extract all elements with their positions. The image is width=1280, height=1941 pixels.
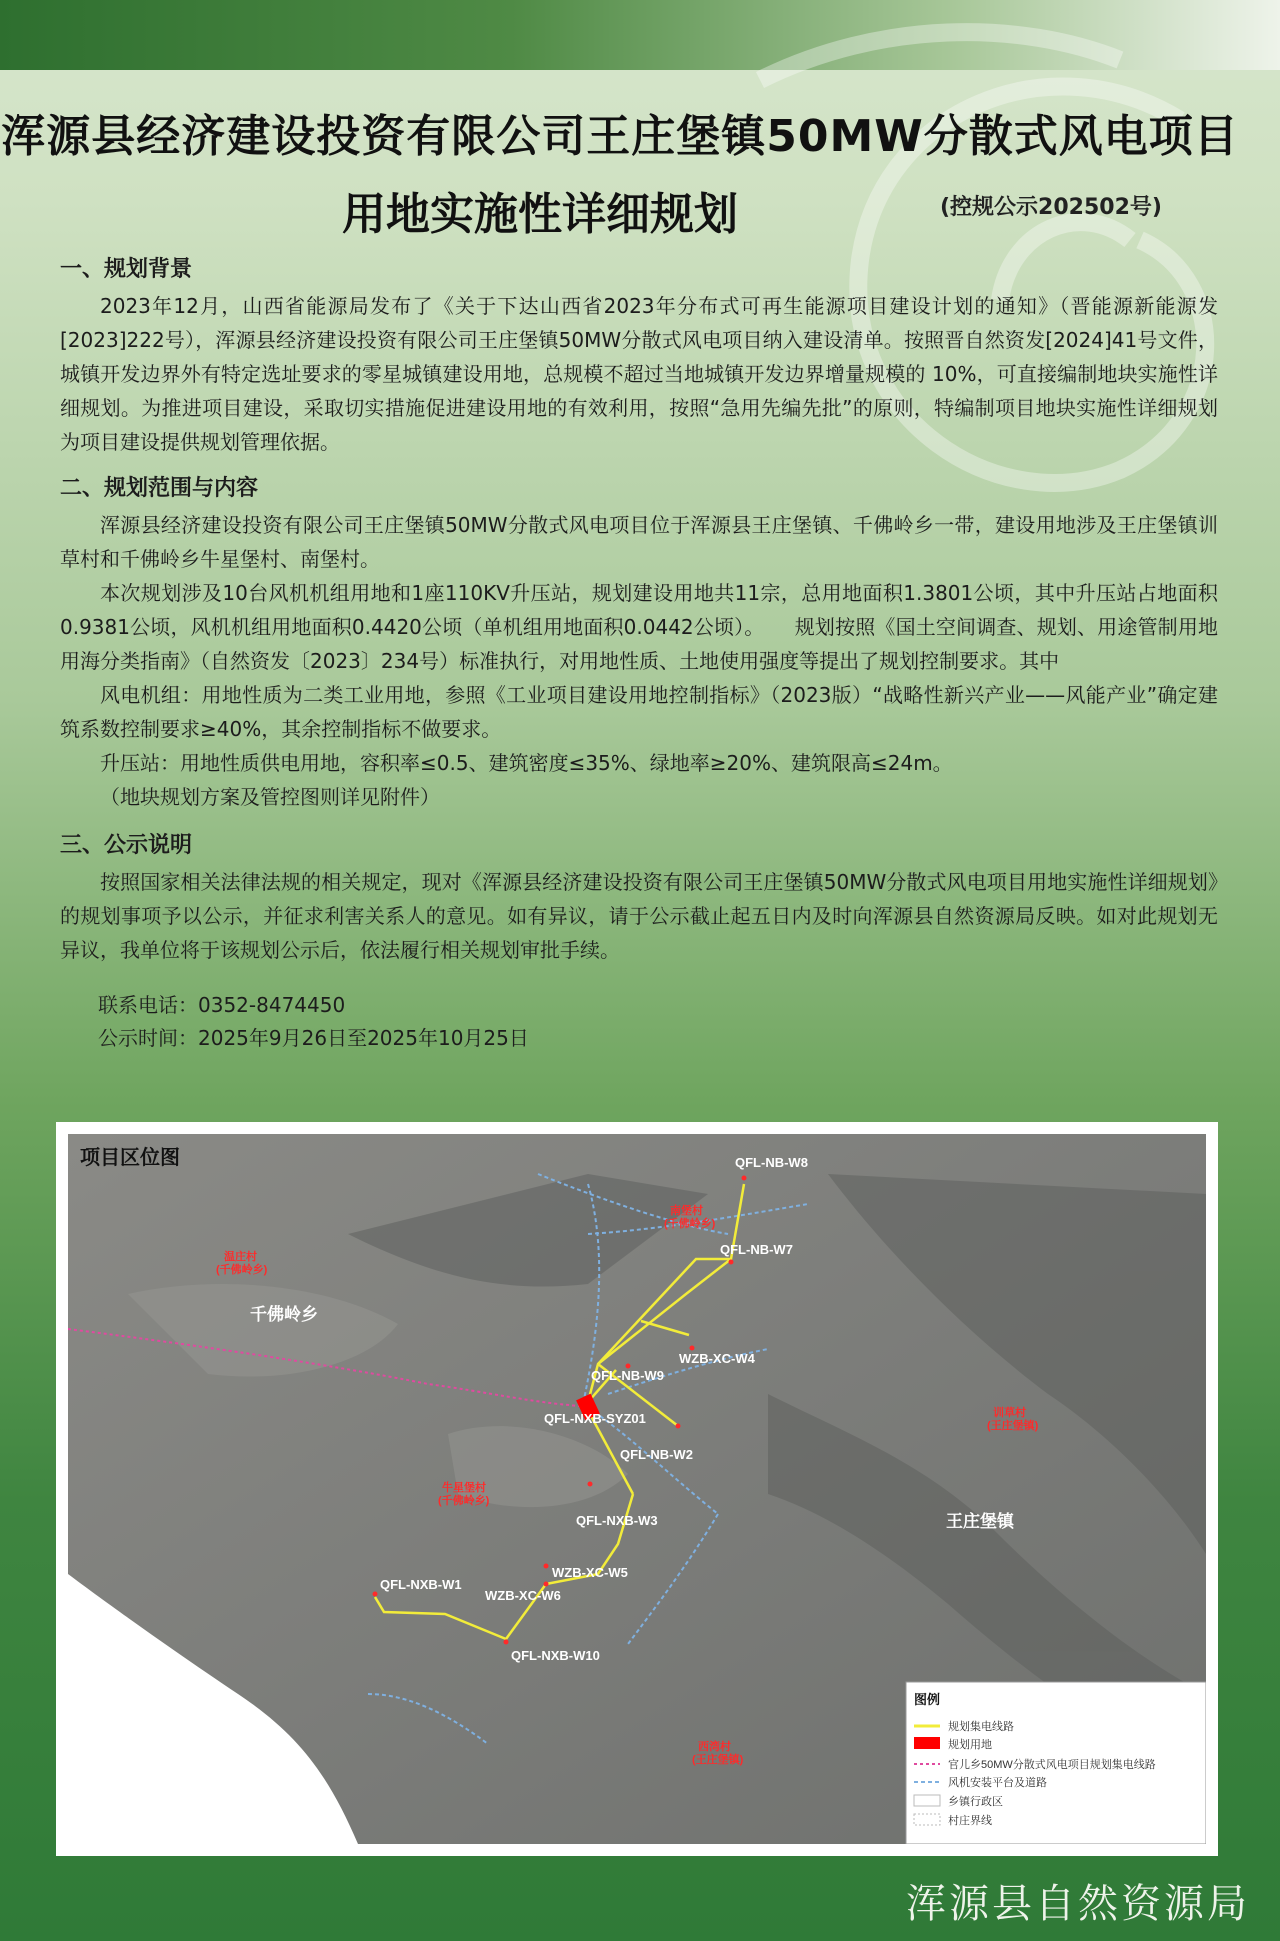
legend-item: 村庄界线 [948, 1815, 992, 1827]
legend-item: 规划用地 [948, 1739, 992, 1751]
background-paragraph: 2023年12月，山西省能源局发布了《关于下达山西省2023年分布式可再生能源项目建设计划的通知》（晋能源新能源发[2023]222号），浑源县经济建设投资有限公司王庄堡镇50MW分散式风电项目纳入建设清单。按照晋自然资发[2024]41号文件，城镇开发边界外有特定选址要求的零星城镇建设用地，总规模不超过当地城镇开发边界增量规模的 10%，可直接编制地块实施性详细规划。为推进项目建设，采取切实措施促进建设用地的有效利用，按照“急用先编先批”的原则，特编制项目地块实施性详细规划为项目建设提供规划管理依据。 [60, 294, 1218, 454]
issuing-authority: 浑源县自然资源局 [906, 1881, 1250, 1927]
scope-paragraph: 本次规划涉及10台风机机组用地和1座110KV升压站，规划建设用地共11宗，总用地面积1.3801公顷，其中升压站占地面积0.9381公顷，风机机组用地面积0.4420公顷（单机组用地面积0.0442公顷）。 规划按照《国土空间调查、规划、用途管制用地用海分类指南》（自然资发〔2023〕234号）标准执行，对用地性质、土地使用强度等提出了规划控制要求。其中 [60, 581, 1218, 673]
page-title-line2: 用地实施性详细规划 [342, 189, 738, 240]
map-title: 项目区位图 [80, 1147, 180, 1169]
site-label: QFL-NB-W7 [720, 1242, 793, 1257]
site-label: WZB-XC-W6 [485, 1588, 561, 1603]
contact-phone: 联系电话：0352-8474450 [98, 993, 346, 1017]
section-heading-background: 一、规划背景 [60, 257, 193, 282]
village-label: (千佛岭乡) [216, 1264, 268, 1276]
site-label: QFL-NXB-W10 [511, 1648, 600, 1663]
site-label: WZB-XC-W5 [552, 1565, 628, 1580]
site-label: QFL-NB-W8 [735, 1155, 808, 1170]
site-label: QFL-NB-W2 [620, 1447, 693, 1462]
site-label: QFL-NXB-W3 [576, 1513, 658, 1528]
site-label: QFL-NXB-SYZ01 [544, 1411, 646, 1426]
announcement-code: (控规公示202502号) [940, 195, 1162, 220]
legend-item: 乡镇行政区 [948, 1796, 1003, 1808]
map-canvas [68, 1134, 1206, 1844]
location-map [68, 1134, 1206, 1844]
township-label: 王庄堡镇 [946, 1512, 1014, 1531]
legend-item: 官儿乡50MW分散式风电项目规划集电线路 [948, 1759, 1156, 1771]
notice-period: 公示时间：2025年9月26日至2025年10月25日 [98, 1026, 529, 1050]
village-label: (王庄堡镇) [987, 1420, 1039, 1432]
scope-paragraph: （地块规划方案及管控图则详见附件） [100, 785, 440, 809]
site-label: QFL-NXB-W1 [380, 1577, 462, 1592]
village-label: 南堡村 [670, 1205, 703, 1217]
township-label: 千佛岭乡 [250, 1305, 318, 1324]
village-label: (千佛岭乡) [438, 1495, 490, 1507]
legend-title: 图例 [914, 1692, 941, 1707]
contact-info [60, 989, 1218, 1055]
legend-item: 风机安装平台及道路 [948, 1777, 1047, 1789]
section-heading-scope: 二、规划范围与内容 [60, 476, 259, 501]
scope-paragraph: 浑源县经济建设投资有限公司王庄堡镇50MW分散式风电项目位于浑源县王庄堡镇、千佛岭乡一带，建设用地涉及王庄堡镇训草村和千佛岭乡牛星堡村、南堡村。 [60, 513, 1218, 571]
village-label: 训草村 [993, 1407, 1026, 1419]
section-heading-notice: 三、公示说明 [60, 833, 193, 858]
village-label: 牛星堡村 [442, 1482, 486, 1494]
legend-item: 规划集电线路 [948, 1721, 1014, 1733]
location-map-frame [56, 1122, 1218, 1856]
notice-paragraph: 按照国家相关法律法规的相关规定，现对《浑源县经济建设投资有限公司王庄堡镇50MW分散式风电项目用地实施性详细规划》的规划事项予以公示，并征求利害关系人的意见。如有异议，请于公示截止起五日内及时向浑源县自然资源局反映。如对此规划无异议，我单位将于该规划公示后，依法履行相关规划审批手续。 [60, 870, 1218, 962]
scope-paragraph: 升压站：用地性质供电用地，容积率≤0.5、建筑密度≤35%、绿地率≥20%、建筑限高≤24m。 [100, 751, 953, 775]
page-title-line1: 浑源县经济建设投资有限公司王庄堡镇50MW分散式风电项目 [1, 111, 1239, 162]
village-label: (王庄堡镇) [692, 1754, 744, 1766]
village-label: 西湾村 [698, 1741, 731, 1753]
top-band [0, 0, 1280, 70]
site-label: WZB-XC-W4 [679, 1351, 755, 1366]
village-label: (千佛岭乡) [664, 1218, 716, 1230]
announcement-body [60, 252, 1218, 1055]
village-label: 温庄村 [224, 1251, 257, 1263]
site-label: QFL-NB-W9 [591, 1368, 664, 1383]
map-legend [906, 1682, 1206, 1844]
scope-paragraph: 风电机组：用地性质为二类工业用地，参照《工业项目建设用地控制指标》（2023版）“战略性新兴产业——风能产业”确定建筑系数控制要求≥40%，其余控制指标不做要求。 [60, 683, 1218, 741]
